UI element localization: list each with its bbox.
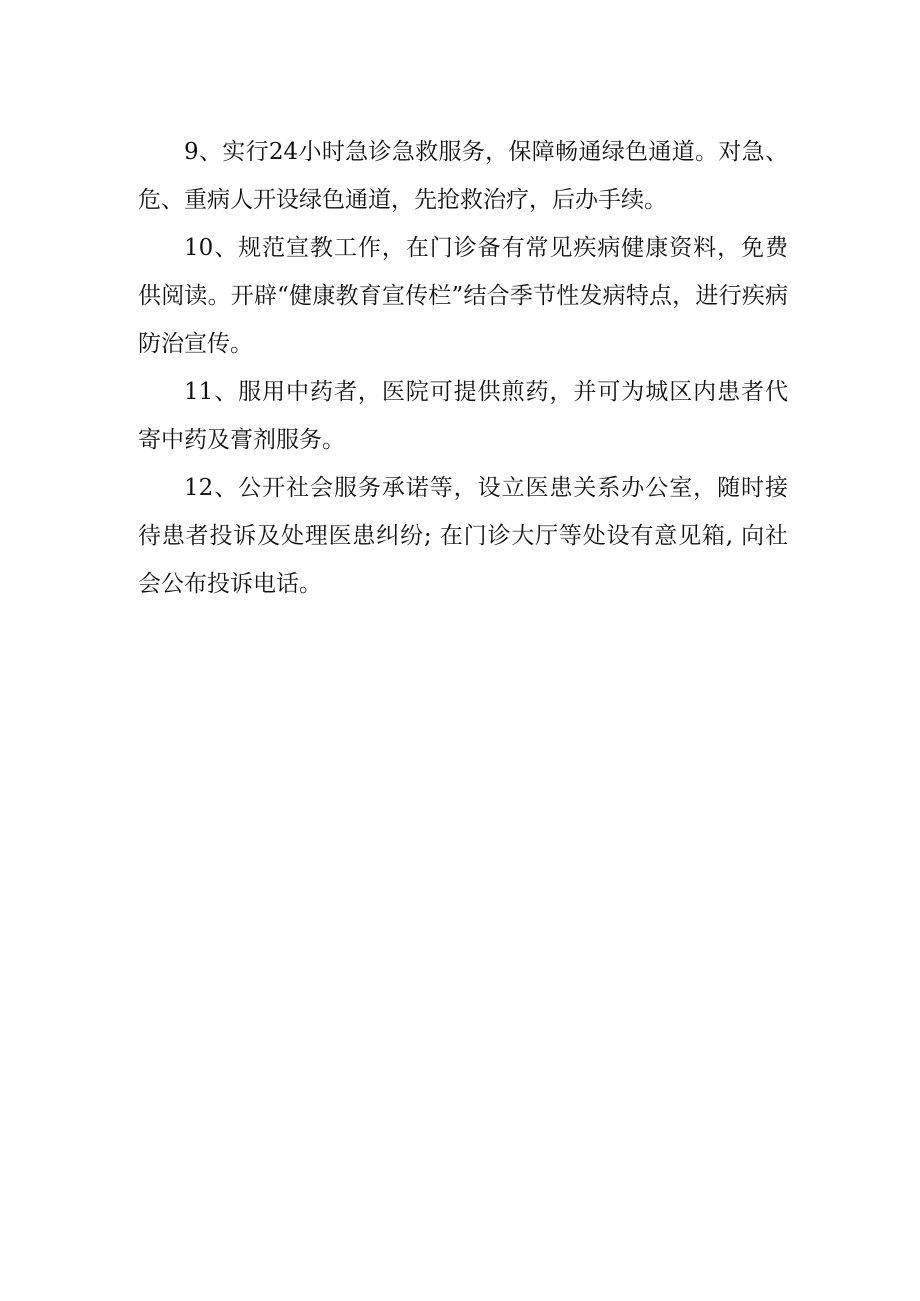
paragraph-item-12: 12、公开社会服务承诺等，设立医患关系办公室，随时接待患者投诉及处理医患纠纷; 在门诊大厅等处设有意见箱, 向社会公布投诉电话。 [138,475,788,597]
paragraph-item-9: 9、实行24小时急诊急救服务，保障畅通绿色通道。对急、危、重病人开设绿色通道，先抢救治疗，后办手续。 [138,139,788,213]
paragraph-item-11: 11、服用中药者，医院可提供煎药，并可为城区内患者代寄中药及膏剂服务。 [138,379,788,453]
paragraph-item-10: 10、规范宣教工作，在门诊备有常见疾病健康资料，免费供阅读。开辟“健康教育宣传栏”结合季节性发病特点，进行疾病防治宣传。 [138,235,788,357]
document-body [138,128,788,608]
